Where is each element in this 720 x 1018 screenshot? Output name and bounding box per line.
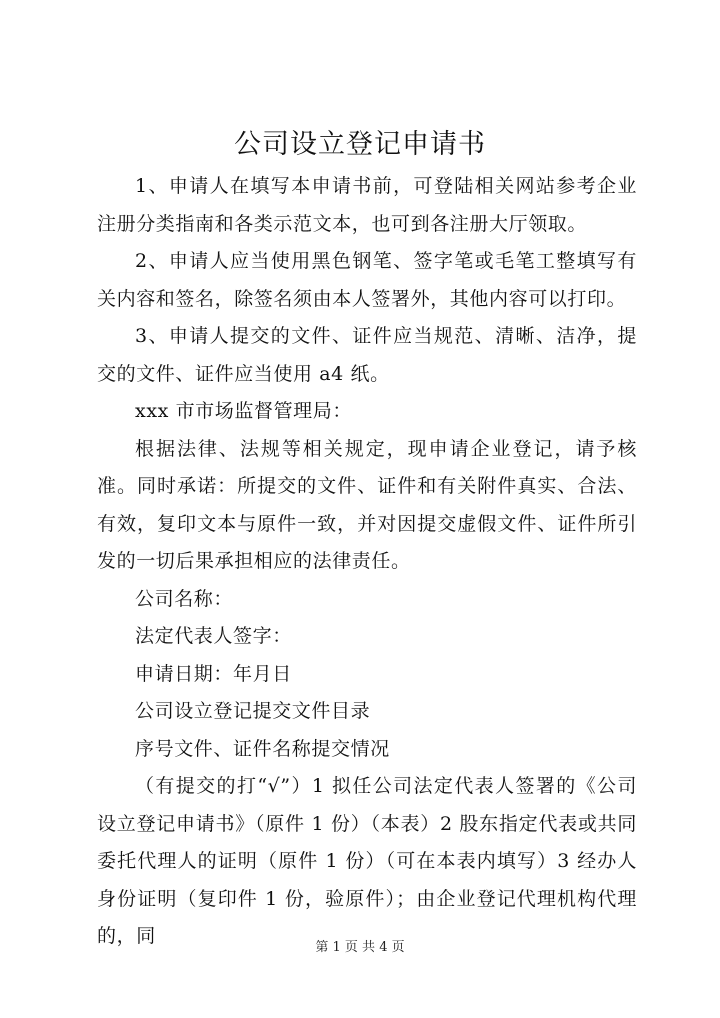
- file-list-heading: 公司设立登记提交文件目录: [135, 700, 371, 722]
- file-list-columns: 序号文件、证件名称提交情况: [135, 737, 390, 760]
- company-name-field: 公司名称：: [135, 587, 234, 610]
- legal-rep-signature-field: 法定代表人签字：: [135, 625, 292, 647]
- document-title: 公司设立登记申请书: [234, 129, 486, 160]
- instruction-2: 2、申请人应当使用黑色钢笔、签字笔或毛笔工整填写有关内容和签名，除签名须由本人签署外，其他内容可以打印。: [97, 250, 637, 310]
- document-body: [97, 168, 637, 956]
- application-date-field: 申请日期：年月日: [135, 662, 292, 685]
- page-footer: 第 1 页 共 4 页: [315, 940, 405, 955]
- declaration: 根据法律、法规等相关规定，现申请企业登记，请予核准。同时承诺：所提交的文件、证件和有关附件真实、合法、有效，复印文本与原件一致，并对因提交虚假文件、证件所引发的一切后果承担相应的法律责任。: [97, 437, 637, 572]
- addressee: xxx 市市场监督管理局：: [135, 400, 352, 422]
- file-list-items: （有提交的打“√”）1 拟任公司法定代表人签署的《公司设立登记申请书》（原件 1 份）（本表）2 股东指定代表或共同委托代理人的证明（原件 1 份）（可在本表内填写）3 经办人身份证明（复印件 1 份，验原件）；由企业登记代理机构代理的，同: [97, 775, 637, 947]
- instruction-3: 3、申请人提交的文件、证件应当规范、清晰、洁净，提交的文件、证件应当使用 a4 纸。: [97, 325, 637, 385]
- instruction-1: 1、申请人在填写本申请书前，可登陆相关网站参考企业注册分类指南和各类示范文本，也可到各注册大厅领取。: [97, 175, 637, 235]
